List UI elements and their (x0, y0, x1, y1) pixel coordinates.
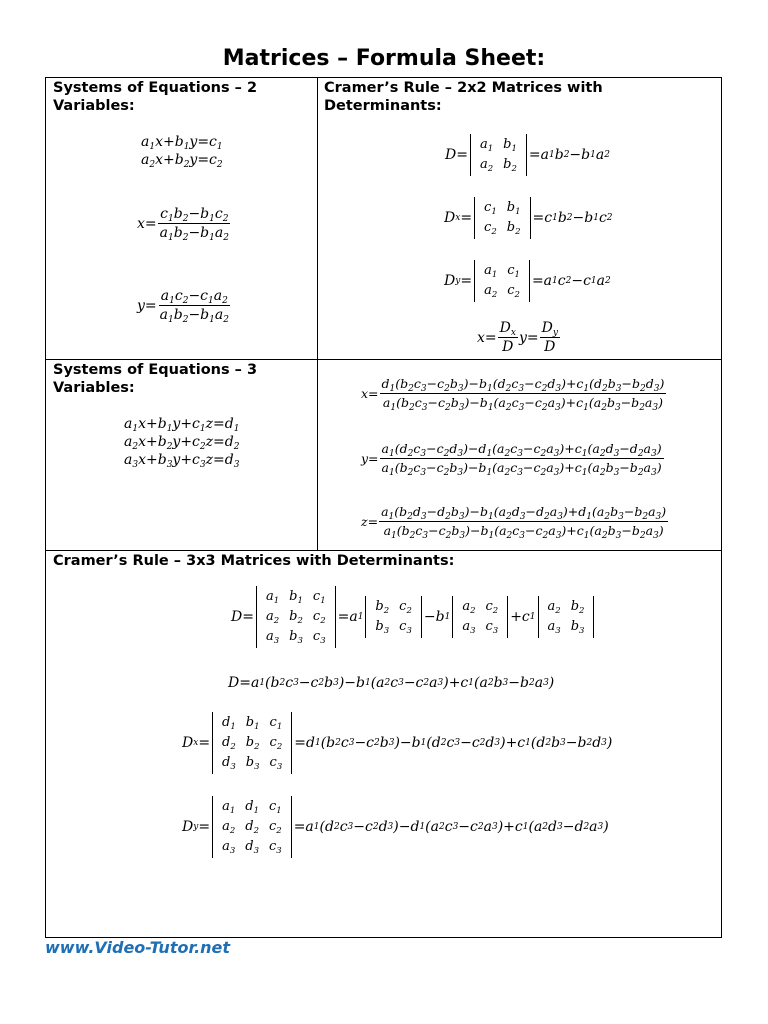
sys3-equations: $a_1x+b_1y+c_1z=d_1$ $a_2x+b_2y+c_2z=d_2$ $a_3x+b_3y+c_3z=d_3$ (124, 416, 240, 470)
row-divider-2 (46, 550, 721, 551)
sys3-heading: Systems of Equations – 3 Variables: (53, 362, 258, 396)
cramer3-Dy: D y = $a_1$ $d_1$ $c_1$ $a_2$ $d_2$ $c_2$ $a_3$ $d_3$ $c_3$ =a 1 (d 2 c 3 −c 2 d 3 )−d 1 (a 2 c 3 −c 2 a 3 )+c 1 (a 2 d 3 −d 2 a 3 ) (182, 796, 609, 858)
sys3-z-solution: z= $\frac{a_1(b_2d_3-d_2b_3)-b_1(a_2d_3-d_2a_3)+d_1(a_2b_3-b_2a_3)}{a_1(b_2c_3-c_2b_3)-b_1(a_2c_3-c_2a_3)+c_1(a_2b_3-b_2a_3)}$ (361, 504, 667, 541)
cramer3-D-expansion: D= $a_1$ $b_1$ $c_1$ $a_2$ $b_2$ $c_2$ $a_3$ $b_3$ $c_3$ =a 1 $b_2$ $c_2$ $b_3$ $c_3$ −b 1 $a_2$ $c_2$ $a_3$ $c_3$ +c 1 $a_2$ $b_2$ $a_3$ $b_3$ (231, 586, 596, 648)
sys2-heading: Systems of Equations – 2 Variables: (53, 80, 258, 114)
sys3-x-solution: x= $\frac{d_1(b_2c_3-c_2b_3)-b_1(d_2c_3-c_2d_3)+c_1(d_2b_3-b_2d_3)}{a_1(b_2c_3-c_2b_3)-b_1(a_2c_3-c_2a_3)+c_1(a_2b_3-b_2a_3)}$ (361, 376, 665, 413)
cramer2-xy-solutions: x= $\frac{D_x}{D}$ y= $\frac{D_y}{D}$ (477, 320, 558, 355)
page-title: Matrices – Formula Sheet: (222, 46, 546, 71)
cramer2-Dy: D y = $a_1$ $c_1$ $a_2$ $c_2$ =a 1 c 2 −c 1 a 2 (444, 260, 611, 302)
sys3-y-solution: y= $\frac{a_1(d_2c_3-c_2d_3)-d_1(a_2c_3-c_2a_3)+c_1(a_2d_3-d_2a_3)}{a_1(b_2c_3-c_2b_3)-b_1(a_2c_3-c_2a_3)+c_1(a_2b_3-b_2a_3)}$ (361, 441, 662, 478)
cramer2-Dx: D x = $c_1$ $b_1$ $c_2$ $b_2$ =c 1 b 2 −b 1 c 2 (444, 197, 613, 239)
cramer3-D-formula: D=a 1 (b 2 c 3 −c 2 b 3 )−b 1 (a 2 c 3 −c 2 a 3 )+c 1 (a 2 b 3 −b 2 a 3 ) (228, 675, 555, 691)
sys2-x-solution: x= $\frac{c_1b_2-b_1c_2}{a_1b_2-b_1a_2}$ (137, 206, 229, 243)
cramer3-Dx: D x = $d_1$ $b_1$ $c_1$ $d_2$ $b_2$ $c_2$ $d_3$ $b_3$ $c_3$ =d 1 (b 2 c 3 −c 2 b 3 )−b 1 (d 2 c 3 −c 2 d 3 )+c 1 (d 2 b 3 −b 2 d 3 ) (182, 712, 612, 774)
row-divider-1 (46, 359, 721, 360)
column-divider (317, 78, 318, 550)
cramer3-heading: Cramer’s Rule – 3x3 Matrices with Determinants: (53, 553, 455, 569)
cramer2-heading: Cramer’s Rule – 2x2 Matrices with Determinants: (324, 80, 603, 114)
sys2-equations: $a_1x+b_1y=c_1$ $a_2x+b_2y=c_2$ (141, 134, 223, 170)
footer-website-link[interactable]: www.Video-Tutor.net (45, 938, 231, 957)
cramer2-D: D= $a_1$ $b_1$ $a_2$ $b_2$ =a 1 b 2 −b 1 a 2 (445, 134, 610, 176)
formula-table (45, 77, 722, 938)
sys2-y-solution: y= $\frac{a_1c_2-c_1a_2}{a_1b_2-b_1a_2}$ (137, 288, 229, 325)
